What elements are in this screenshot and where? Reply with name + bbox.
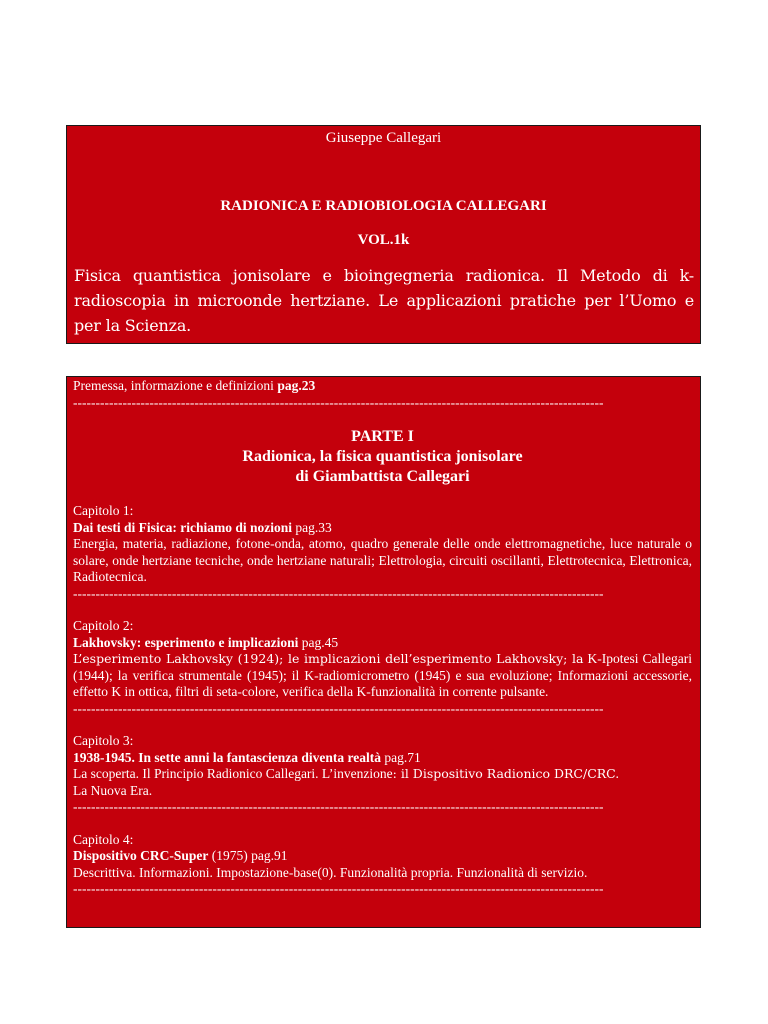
- chapter-2-page: pag.45: [298, 634, 339, 650]
- table-of-contents: [66, 376, 701, 928]
- separator: ----------------------------------------------------------------------------------------------------------------------: [73, 799, 604, 814]
- chapter-1-title: Dai testi di Fisica: richiamo di nozioni: [73, 519, 292, 535]
- chapter-1-heading: [73, 520, 692, 537]
- chapter-3-description-rest: : il Dispositivo Radionico DRC/CRC.: [392, 766, 620, 781]
- chapter-3-heading: [73, 750, 692, 767]
- chapter-4-title: Dispositivo CRC-Super: [73, 848, 209, 863]
- parte-label: PARTE I: [351, 428, 414, 445]
- separator: ----------------------------------------------------------------------------------------------------------------------: [73, 881, 604, 896]
- chapter-3-description-start: La scoperta. Il Principio Radionico Callegari. L’invenzione: [73, 766, 393, 781]
- chapter-2-description: [73, 651, 692, 701]
- chapter-4-description: Descrittiva. Informazioni. Impostazione-base(0). Funzionalità propria. Funzionalità di servizio.: [73, 864, 588, 880]
- volume-label: VOL.1k: [357, 232, 410, 248]
- chapter-3-label: Capitolo 3:: [73, 733, 134, 748]
- separator: ----------------------------------------------------------------------------------------------------------------------: [73, 394, 604, 410]
- premessa-text: Premessa, informazione e definizioni: [73, 378, 278, 393]
- chapter-4-page: pag.91: [247, 848, 288, 863]
- chapter-4-label: Capitolo 4:: [73, 831, 134, 847]
- chapter-2-heading: [73, 635, 692, 652]
- premessa-page: pag.23: [277, 378, 316, 393]
- chapter-4-heading: [73, 848, 692, 865]
- premessa-entry: [73, 378, 692, 395]
- chapter-1-label: Capitolo 1:: [73, 503, 134, 518]
- parte-title-line2: di Giambattista Callegari: [295, 468, 470, 485]
- separator: ----------------------------------------------------------------------------------------------------------------------: [73, 585, 604, 601]
- chapter-1-description: Energia, materia, radiazione, fotone-onda, atomo, quadro generale delle onde elettromagnetiche, luce naturale o solare, onde hertziane tecniche, onde hertziane naturali; Elettrologia, circuiti oscillanti, Elettrotecnica, Elettronica, Radiotecnica.: [73, 536, 692, 584]
- chapter-2-label: Capitolo 2:: [73, 618, 134, 633]
- chapter-3-description-line2: La Nuova Era.: [73, 782, 153, 798]
- chapter-1-page: pag.33: [292, 519, 332, 535]
- chapter-3-description: [73, 766, 692, 783]
- separator: ----------------------------------------------------------------------------------------------------------------------: [73, 700, 604, 716]
- chapter-4-title-suffix: (1975): [208, 848, 248, 863]
- parte-title-line1: Radionica, la fisica quantistica jonisolare: [242, 448, 523, 465]
- chapter-3-page: pag.71: [380, 749, 421, 765]
- chapter-2-description-start: L’esperimento Lakhovsky (1924); le implicazioni dell’esperimento Lakhovsky; la: [73, 651, 584, 666]
- chapter-3-title: 1938-1945. In sette anni la fantascienza diventa realtà: [73, 749, 381, 765]
- author-name: Giuseppe Callegari: [325, 130, 442, 146]
- chapter-2-title: Lakhovsky: esperimento e implicazioni: [73, 634, 299, 650]
- title-box: [66, 125, 701, 344]
- book-subtitle: Fisica quantistica jonisolare e bioingegneria radionica. Il Metodo di k-radioscopia in microonde hertziane. Le applicazioni pratiche per l’Uomo e per la Scienza.: [74, 266, 694, 335]
- book-title: RADIONICA E RADIOBIOLOGIA CALLEGARI: [220, 198, 547, 214]
- chapter-2-description-rest: K-Ipotesi Callegari (1944); la verifica strumentale (1945); il K-radiomicrometro (1945) e sua evoluzione; Informazioni accessorie, effetto K in ottica, filtri di seta-colore, verifica della K-funzionalità in corrente pulsante.: [73, 651, 693, 699]
